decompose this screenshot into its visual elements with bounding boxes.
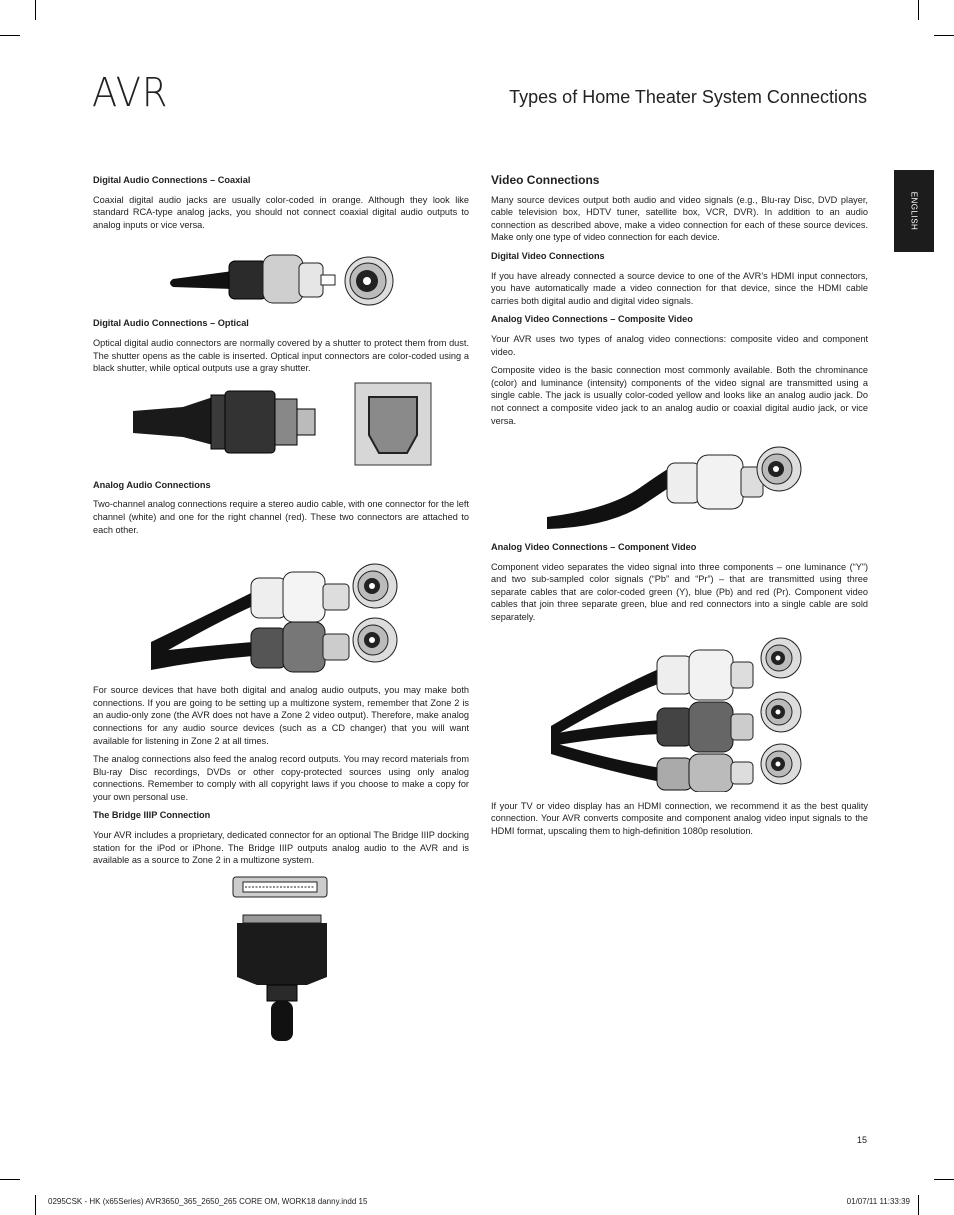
digital-video-text: If you have already connected a source device to one of the AVR’s HDMI input connectors, you have automatically made a video connection for that device, since the HDMI cable carries both digital audio and digital video signals. [491, 270, 868, 306]
bridge-text: Your AVR includes a proprietary, dedicated connector for an optional The Bridge IIIP docking station for the iPod or iPhone. The Bridge IIIP outputs analog audio to the AVR and is available as a source to Zone 2 in a multizone system. [93, 830, 469, 866]
right-column [491, 174, 868, 843]
component-video-illustration [491, 630, 868, 792]
footer-file-info: 0295CSK - HK (x65Series) AVR3650_365_2650_265 CORE OM, WORK18 danny.indd 15 [48, 1197, 368, 1206]
bridge-connector-illustration [93, 873, 469, 1041]
page-number: 15 [857, 1135, 868, 1145]
crop-mark [934, 1179, 954, 1180]
crop-mark [0, 35, 20, 36]
composite-heading: Analog Video Connections – Composite Video [491, 314, 693, 325]
optical-text: Optical digital audio connectors are normally covered by a shutter to protect them from dust. The shutter opens as the cable is inserted. Optical input connectors are color-coded using a black shutter, while optical outputs use a gray shutter. [93, 337, 469, 374]
crop-mark [35, 0, 36, 20]
coaxial-text: Coaxial digital audio jacks are usually color-coded in orange. Although they look like standard RCA-type analog jacks, you should not connect coaxial digital audio outputs to analog inputs or vice versa. [93, 194, 469, 230]
crop-mark [918, 1195, 919, 1215]
analog-text-3: The analog connections also feed the analog record outputs. You may record materials from Blu-ray Disc recordings, DVDs or other copy-protected sources using only analog connections. Remember to comply with all copyright laws if you choose to make a copy for your own personal use. [93, 754, 469, 802]
hdmi-text: If your TV or video display has an HDMI connection, we recommend it as the best quality connection. Your AVR converts composite and component analog video input signals to the HDMI format, upscaling them to high-definition 1080p resolution. [491, 800, 868, 836]
optical-connector-illustration [93, 381, 469, 467]
digital-video-heading: Digital Video Connections [491, 250, 605, 261]
language-tab-label: ENGLISH [909, 191, 919, 231]
component-plug-pr [657, 744, 801, 792]
language-tab [894, 170, 934, 252]
component-heading: Analog Video Connections – Component Video [491, 542, 697, 553]
crop-mark [934, 35, 954, 36]
component-plug-y [657, 638, 801, 700]
crop-mark [0, 1179, 20, 1180]
crop-mark [918, 0, 919, 20]
analog-rca-illustration [93, 542, 469, 678]
left-column [93, 174, 469, 1041]
page-title: Types of Home Theater System Connections [509, 87, 867, 107]
brand-logo: AVR [92, 70, 169, 116]
bridge-heading: The Bridge IIIP Connection [93, 810, 211, 821]
component-plug-pb [657, 692, 801, 752]
composite-video-illustration [491, 433, 868, 531]
component-text: Component video separates the video signal into three components – one luminance (“Y”) and two sub-sampled color signals (“Pb” and “Pr”) – that are transmitted using three separate cables that are color-coded green (Y), blue (Pb) and red (Pr). Component video cables that join three separate green, blue and red connectors into a single cable are sold separately. [491, 561, 868, 623]
video-heading: Video Connections [491, 173, 600, 187]
video-text: Many source devices output both audio and video signals (e.g., Blu-ray Disc, DVD player, cable television box, HDTV tuner, satellite box, VCR, DVR). In addition to an audio connection as described above, make a video connection for each of these source devices. Make only one type of video connection for each device. [491, 194, 868, 243]
composite-text-2: Composite video is the basic connection most commonly available. Both the chrominance (color) and luminance (intensity) components of the video signal are transmitted using a single cable. The jack is usually color-coded yellow and looks like an analog audio jack. Do not connect a composite video jack to an analog audio or coaxial digital audio jack, or vice versa. [491, 365, 868, 426]
composite-text-1: Your AVR uses two types of analog video connections: composite video and component video. [491, 333, 868, 357]
coaxial-heading: Digital Audio Connections – Coaxial [93, 175, 251, 185]
footer-timestamp: 01/07/11 11:33:39 [846, 1197, 910, 1206]
coaxial-connector-illustration [93, 237, 469, 309]
crop-mark [35, 1195, 36, 1215]
analog-text: Two-channel analog connections require a stereo audio cable, with one connector for the left channel (white) and one for the right channel (red). These two connectors are attached to each other. [93, 499, 469, 535]
optical-heading: Digital Audio Connections – Optical [93, 318, 249, 329]
analog-text-2: For source devices that have both digital and analog audio outputs, you may make both connections. If you are going to be setting up a multizone system, remember that Zone 2 is an audio-only zone (the AVR does not have a Zone 2 video output). Therefore, make analog connections for any audio source devices (such as a CD changer) that you will want available for listening in Zone 2 at all times. [93, 685, 469, 746]
analog-heading: Analog Audio Connections [93, 479, 211, 490]
